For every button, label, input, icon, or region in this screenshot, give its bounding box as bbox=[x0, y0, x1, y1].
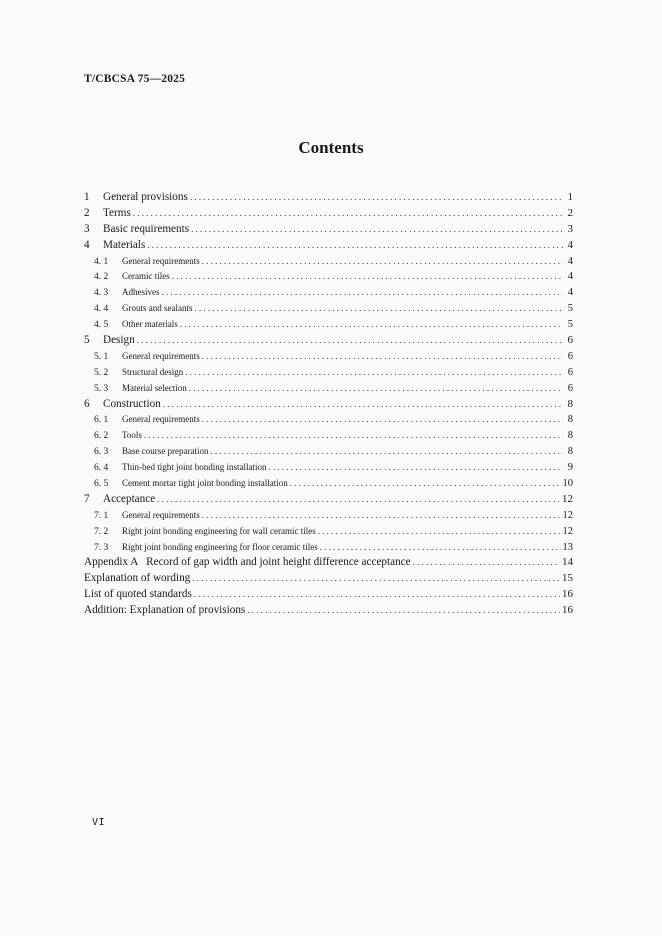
toc-entry-label: Cement mortar tight joint bonding installation bbox=[122, 478, 288, 489]
toc-entry[interactable] bbox=[84, 222, 573, 238]
toc-entry-page: 4 bbox=[567, 238, 573, 251]
toc-entry-page: 12 bbox=[562, 492, 573, 505]
toc-dot-leader bbox=[133, 206, 563, 222]
toc-entry[interactable] bbox=[84, 571, 573, 587]
toc-dot-leader bbox=[192, 571, 560, 587]
toc-entry-label: General provisions bbox=[103, 191, 188, 203]
toc-entry[interactable] bbox=[84, 397, 573, 413]
toc-entry[interactable] bbox=[84, 508, 573, 524]
toc-entry-label: Construction bbox=[103, 397, 161, 410]
toc-entry-label: General requirements bbox=[122, 350, 200, 361]
toc-entry-label: Addition: Explanation of provisions bbox=[84, 604, 246, 617]
toc-dot-leader bbox=[190, 190, 563, 206]
toc-entry-number: 5 bbox=[84, 334, 90, 347]
toc-dot-leader bbox=[202, 254, 563, 270]
toc-entry[interactable] bbox=[84, 412, 573, 428]
toc-entry-page: 8 bbox=[567, 446, 573, 458]
toc-entry-label: Acceptance bbox=[103, 492, 156, 505]
toc-dot-leader bbox=[202, 349, 563, 365]
toc-entry-page: 6 bbox=[567, 382, 573, 394]
toc-dot-leader bbox=[194, 301, 563, 317]
toc-entry-label: Thin-bed tight joint bonding installation bbox=[122, 462, 267, 473]
toc-entry-label: Appendix A Record of gap width and joint height difference acceptance bbox=[84, 556, 411, 569]
toc-entry[interactable] bbox=[84, 285, 573, 301]
toc-entry-number: 6. 1 bbox=[94, 415, 109, 426]
toc-entry-number: 7. 3 bbox=[94, 542, 109, 553]
toc-dot-leader bbox=[163, 397, 563, 413]
toc-entry-label: Design bbox=[103, 334, 135, 347]
toc-entry[interactable] bbox=[84, 190, 573, 206]
toc-entry-label: Other materials bbox=[122, 319, 178, 330]
toc-entry-page: 3 bbox=[567, 222, 573, 235]
toc-entry-number: 6. 5 bbox=[94, 479, 109, 490]
toc-dot-leader bbox=[320, 540, 561, 556]
toc-entry-number: 4. 1 bbox=[94, 256, 109, 267]
page-number-footer: VI bbox=[92, 817, 106, 828]
toc-entry[interactable] bbox=[84, 460, 573, 476]
toc-entry-label: Basic requirements bbox=[103, 222, 190, 235]
toc-entry-page: 15 bbox=[562, 572, 573, 585]
toc-entry-number: 4 bbox=[84, 238, 90, 251]
toc-entry[interactable] bbox=[84, 365, 573, 381]
toc-dot-leader bbox=[194, 587, 560, 603]
toc-entry-label: General requirements bbox=[122, 509, 200, 520]
toc-entry-page: 4 bbox=[567, 255, 573, 267]
toc-entry-page: 12 bbox=[562, 525, 573, 537]
toc-entry-page: 14 bbox=[562, 556, 573, 569]
toc-entry[interactable] bbox=[84, 333, 573, 349]
toc-entry[interactable] bbox=[84, 540, 573, 556]
toc-entry-number: 4. 4 bbox=[94, 304, 109, 315]
toc-entry-number: 4. 2 bbox=[94, 272, 109, 283]
toc-dot-leader bbox=[191, 222, 563, 238]
toc-entry-label: Right joint bonding engineering for floor ceramic tiles bbox=[122, 541, 318, 552]
toc-dot-leader bbox=[185, 365, 563, 381]
toc-entry-number: 6 bbox=[84, 397, 90, 410]
toc-entry-page: 10 bbox=[562, 478, 573, 490]
toc-entry-number: 1 bbox=[84, 191, 90, 203]
toc-dot-leader bbox=[290, 476, 561, 492]
toc-dot-leader bbox=[180, 317, 563, 333]
toc-entry-label: Structural design bbox=[122, 366, 184, 377]
toc-entry-page: 2 bbox=[567, 206, 573, 219]
toc-dot-leader bbox=[247, 603, 560, 619]
toc-entry-page: 6 bbox=[567, 366, 573, 378]
toc-entry[interactable] bbox=[84, 444, 573, 460]
toc-entry-label: General requirements bbox=[122, 414, 200, 425]
page-title: Contents bbox=[298, 138, 364, 157]
toc-entry[interactable] bbox=[84, 603, 573, 619]
toc-entry-page: 8 bbox=[567, 430, 573, 442]
toc-entry-page: 16 bbox=[562, 588, 573, 601]
toc-dot-leader bbox=[189, 381, 563, 397]
toc-dot-leader bbox=[202, 508, 561, 524]
toc-entry-number: 7. 1 bbox=[94, 510, 109, 521]
toc-entry-page: 13 bbox=[562, 541, 573, 553]
toc-entry[interactable] bbox=[84, 381, 573, 397]
toc-dot-leader bbox=[144, 428, 563, 444]
toc-entry-label: Material selection bbox=[122, 382, 187, 393]
toc-entry[interactable] bbox=[84, 349, 573, 365]
standard-code: T/CBCSA 75—2025 bbox=[84, 73, 186, 85]
toc-dot-leader bbox=[269, 460, 564, 476]
toc-entry-number: 4. 5 bbox=[94, 320, 109, 331]
toc-dot-leader bbox=[172, 269, 563, 285]
toc-entry-label: List of quoted standards bbox=[84, 588, 192, 601]
toc-entry-page: 9 bbox=[567, 462, 573, 474]
toc-dot-leader bbox=[157, 492, 560, 508]
toc-entry-page: 5 bbox=[567, 303, 573, 315]
toc-entry-label: Terms bbox=[103, 206, 131, 219]
toc-entry-number: 6. 3 bbox=[94, 447, 109, 458]
toc-entry-number: 5. 2 bbox=[94, 367, 109, 378]
toc-entry-label: General requirements bbox=[122, 255, 200, 266]
toc-entry-label: Right joint bonding engineering for wall ceramic tiles bbox=[122, 525, 316, 536]
toc-entry-label: Explanation of wording bbox=[84, 572, 191, 585]
toc-entry[interactable] bbox=[84, 555, 573, 571]
toc-entry-number: 3 bbox=[84, 222, 90, 235]
toc-dot-leader bbox=[202, 412, 563, 428]
toc-dot-leader bbox=[318, 524, 561, 540]
toc-entry-number: 6. 4 bbox=[94, 463, 109, 474]
toc-entry[interactable] bbox=[84, 524, 573, 540]
toc-entry-number: 2 bbox=[84, 206, 90, 219]
toc-entry-page: 4 bbox=[567, 287, 573, 299]
toc-entry-label: Materials bbox=[103, 238, 146, 251]
toc-entry-label: Ceramic tiles bbox=[122, 271, 170, 282]
toc-entry[interactable] bbox=[84, 238, 573, 254]
toc-entry-page: 5 bbox=[567, 319, 573, 331]
toc-entry-number: 6. 2 bbox=[94, 431, 109, 442]
toc-dot-leader bbox=[210, 444, 563, 460]
toc-entry-label: Grouts and sealants bbox=[122, 303, 193, 314]
toc-entry[interactable] bbox=[84, 587, 573, 603]
toc-entry-number: 5. 3 bbox=[94, 383, 109, 394]
toc-entry[interactable] bbox=[84, 269, 573, 285]
toc-entry-page: 6 bbox=[567, 350, 573, 362]
toc-entry-label: Adhesives bbox=[122, 287, 160, 298]
toc-entry-page: 1 bbox=[567, 191, 573, 203]
table-of-contents bbox=[84, 190, 573, 619]
toc-entry-page: 12 bbox=[562, 509, 573, 521]
toc-entry-page: 8 bbox=[567, 397, 573, 410]
toc-entry[interactable] bbox=[84, 428, 573, 444]
toc-entry[interactable] bbox=[84, 301, 573, 317]
toc-entry-page: 8 bbox=[567, 414, 573, 426]
toc-entry-label: Base course preparation bbox=[122, 446, 209, 457]
toc-entry-label: Tools bbox=[122, 430, 142, 441]
toc-entry-page: 6 bbox=[567, 334, 573, 347]
toc-entry[interactable] bbox=[84, 206, 573, 222]
toc-dot-leader bbox=[413, 555, 560, 571]
toc-entry-page: 4 bbox=[567, 271, 573, 283]
toc-entry-number: 5. 1 bbox=[94, 351, 109, 362]
toc-dot-leader bbox=[137, 333, 563, 349]
toc-entry-number: 7. 2 bbox=[94, 526, 109, 537]
toc-entry-page: 16 bbox=[562, 604, 573, 617]
toc-dot-leader bbox=[147, 238, 563, 254]
toc-entry[interactable] bbox=[84, 254, 573, 270]
toc-dot-leader bbox=[162, 285, 564, 301]
toc-entry-number: 4. 3 bbox=[94, 288, 109, 299]
toc-entry[interactable] bbox=[84, 317, 573, 333]
toc-entry[interactable] bbox=[84, 492, 573, 508]
toc-entry[interactable] bbox=[84, 476, 573, 492]
toc-entry-number: 7 bbox=[84, 492, 90, 505]
